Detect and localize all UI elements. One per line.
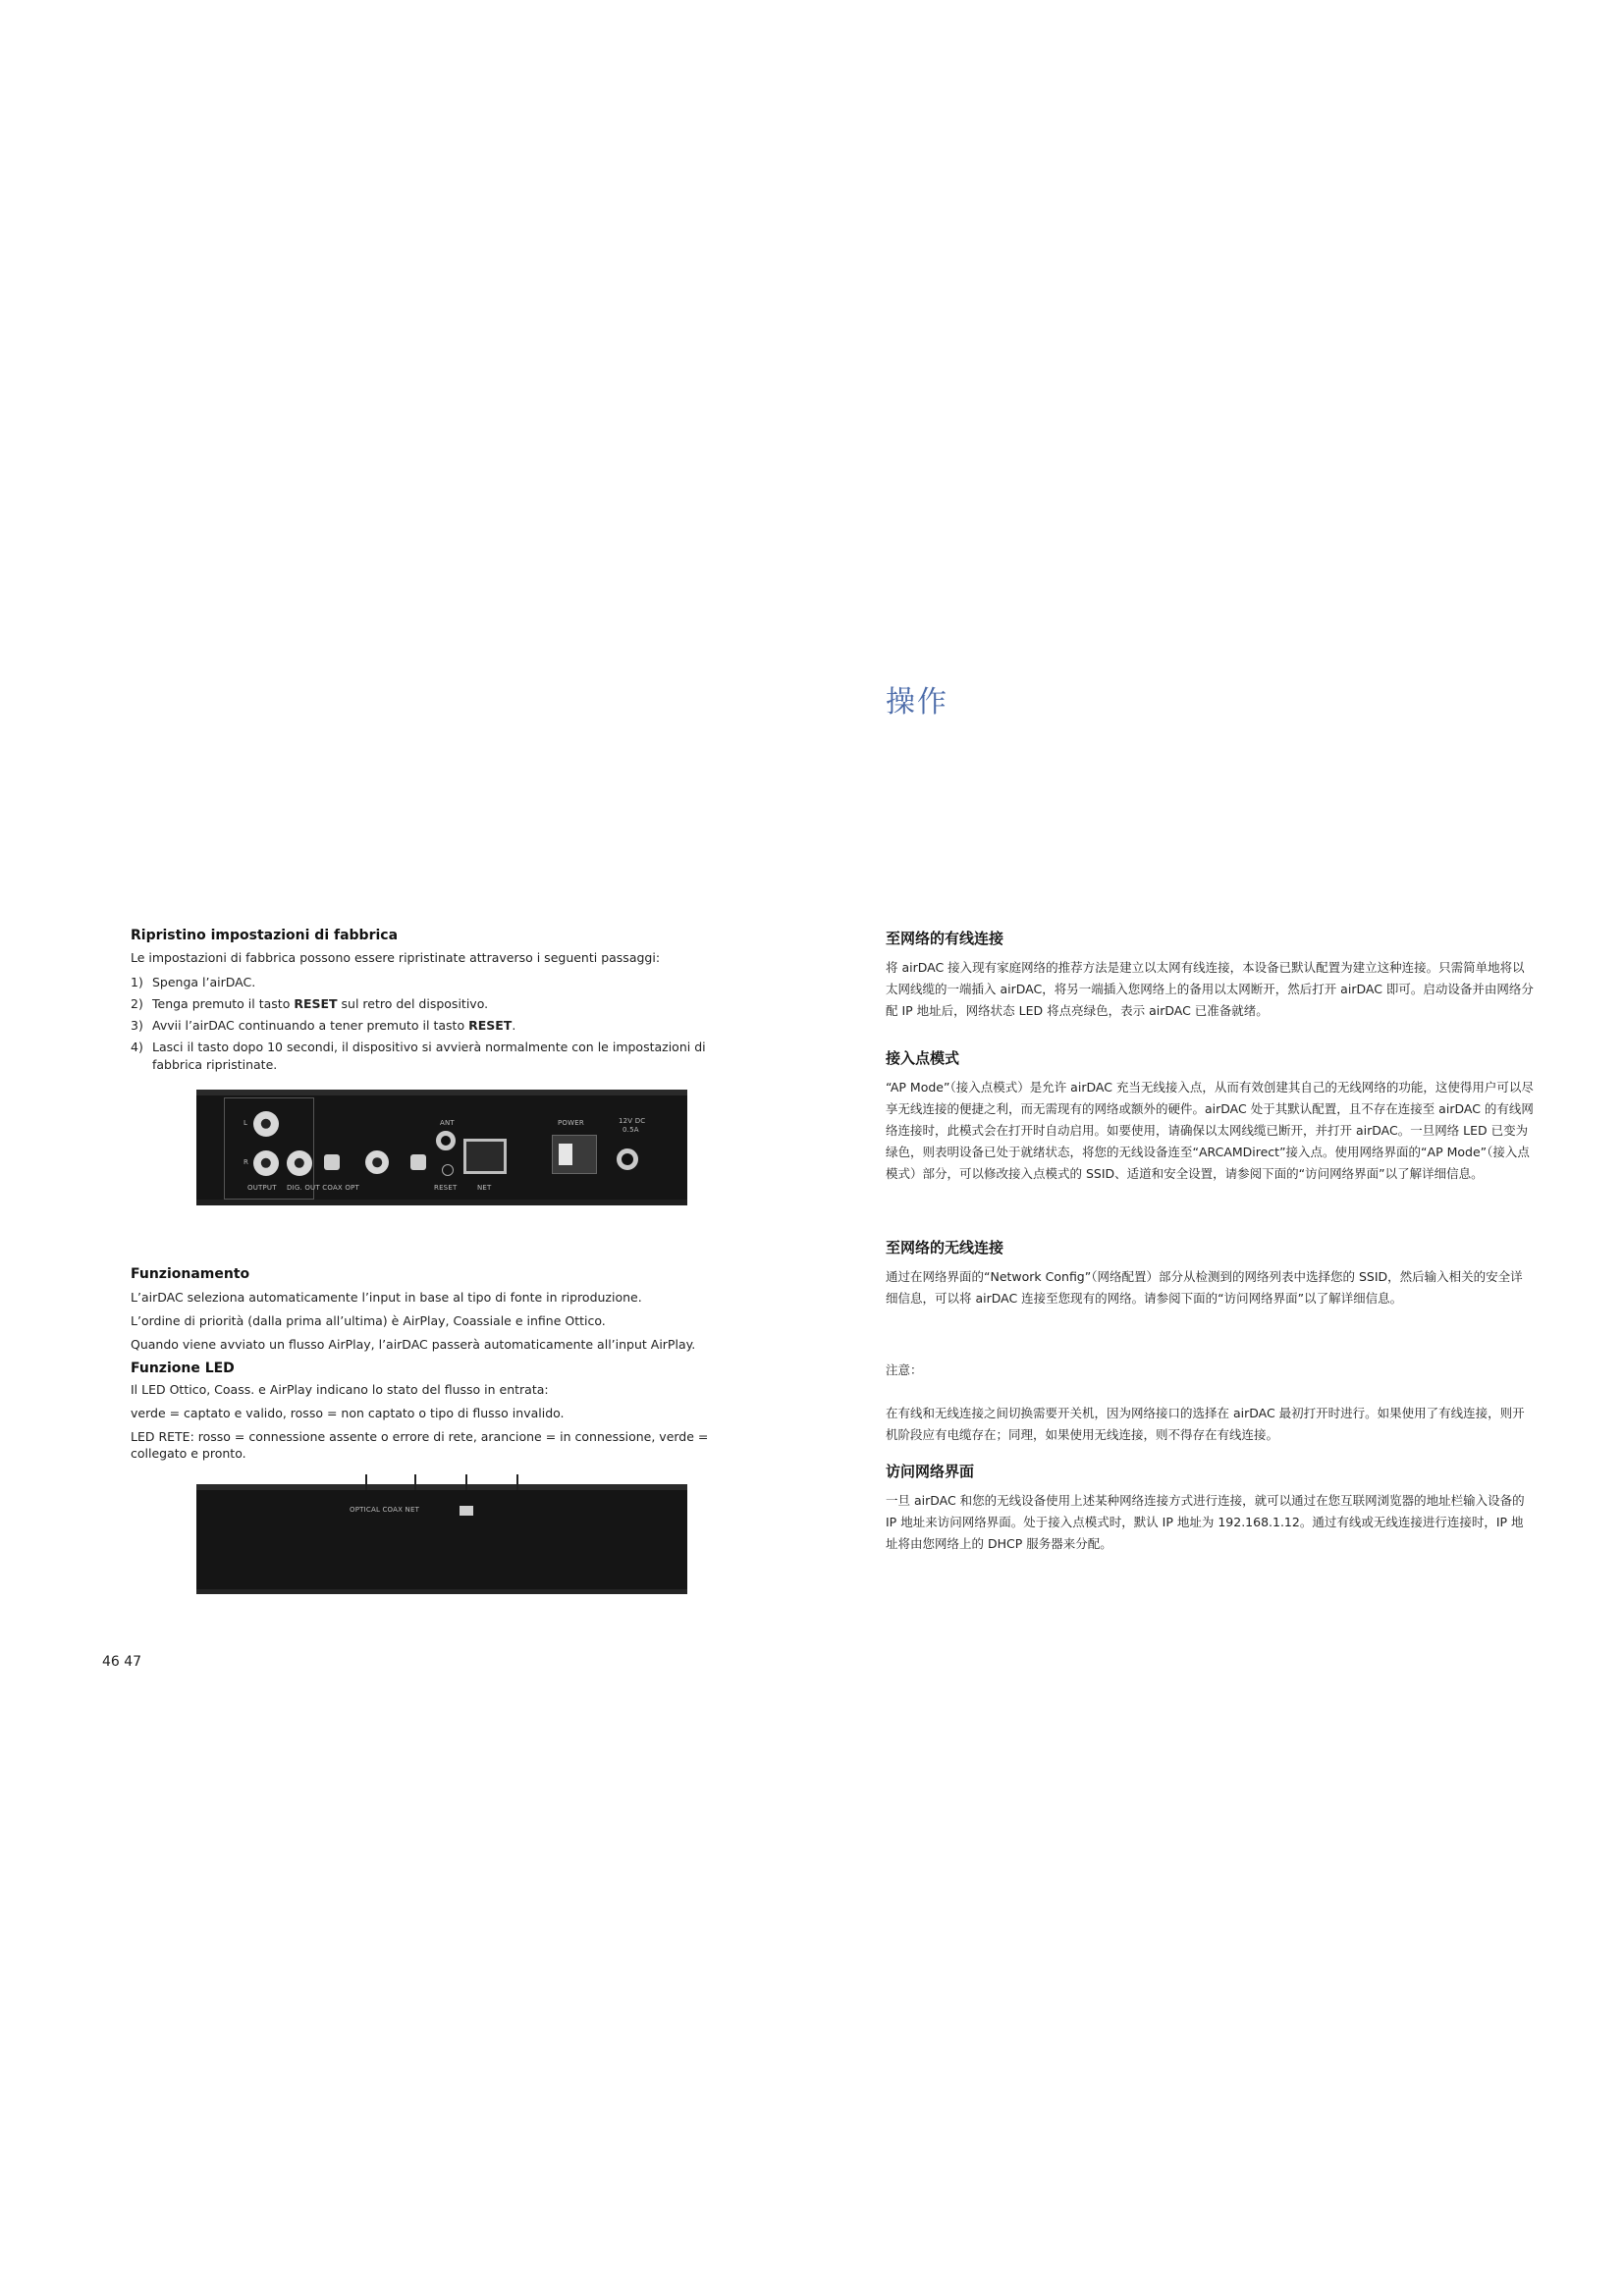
front-panel-bottom-edge — [196, 1589, 687, 1594]
led-line-3: LED RETE: rosso = connessione assente o errore di rete, arancione = in connessione, verde = collegato e pronto. — [131, 1429, 709, 1461]
cn-body-wired: 将 airDAC 接入现有家庭网络的推荐方法是建立以太网有线连接，本设备已默认配置为建立这种连接。只需简单地将以太网线缆的一端插入 airDAC，将另一端插入您网络上的备用以太网断开，然后打开 airDAC 即可。启动设备并由网络分配 IP 地址后，网络状态 LED 将点亮绿色，表示 airDAC 已准备就绪。 — [886, 960, 1534, 1018]
led-heading: Funzione LED — [131, 1361, 235, 1376]
cn-body-wireless: 通过在网络界面的“Network Config”（网络配置）部分从检测到的网络列表中选择您的 SSID，然后输入相关的安全详细信息，可以将 airDAC 连接至您现有的网络。请参阅下面的“访问网络界面”以了解详细信息。 — [886, 1269, 1523, 1306]
led-indicator-coax — [414, 1474, 416, 1490]
cn-body-web-interface: 一旦 airDAC 和您的无线设备使用上述某种网络连接方式进行连接，就可以通过在您互联网浏览器的地址栏输入设备的 IP 地址来访问网络界面。处于接入点模式时，默认 IP 地址为 192.168.1.12。通过有线或无线连接进行连接时，IP 地址将由您网络上的 DHCP 服务器来分配。 — [886, 1493, 1525, 1551]
cn-section-ap-mode — [886, 1047, 1534, 1185]
reset-section — [131, 928, 749, 1078]
reset-button-hole — [442, 1164, 454, 1176]
operation-heading: Funzionamento — [131, 1266, 250, 1282]
reset-step-4: 4) Lasci il tasto dopo 10 secondi, il dispositivo si avvierà normalmente con le impostazioni di fabbrica ripristinate. — [131, 1040, 706, 1072]
airplay-icon — [460, 1506, 473, 1516]
cn-section-wireless — [886, 1237, 1534, 1309]
label-amp: 0.5A — [623, 1126, 639, 1134]
label-output: OUTPUT — [247, 1184, 277, 1192]
cn-body-ap-mode: “AP Mode”（接入点模式）是允许 airDAC 充当无线接入点，从而有效创建其自己的无线网络的功能，这使得用户可以尽享无线连接的便捷之利，而无需现有的网络或额外的硬件。airDAC 处于其默认配置，且不存在连接至 airDAC 的有线网络连接时，此模式会在打开时自动启用。如要使用，请确保以太网线缆已断开，并打开 airDAC。一旦网络 LED 已变为绿色，则表明设备已处于就绪状态，将您的无线设备连至“ARCAMDirect”接入点。使用网络界面的“AP Mode”（接入点模式）部分，可以修改接入点模式的 SSID、适道和安全设置，请参阅下面的“访问网络界面”以了解详细信息。 — [886, 1080, 1534, 1181]
led-indicator-airplay — [465, 1474, 467, 1490]
label-dig-out: DIG. OUT COAX OPT — [287, 1184, 359, 1192]
operation-line-2: L’ordine di priorità (dalla prima all’ultima) è AirPlay, Coassiale e infine Ottico. — [131, 1313, 606, 1328]
ethernet-port — [463, 1139, 507, 1174]
coax-in-jack — [365, 1150, 389, 1174]
rear-panel-bottom-edge — [196, 1200, 687, 1205]
led-line-1: Il LED Ottico, Coass. e AirPlay indicano lo stato del flusso in entrata: — [131, 1382, 549, 1397]
operation-line-3: Quando viene avviato un flusso AirPlay, l’airDAC passerà automaticamente all’input AirPlay. — [131, 1337, 696, 1352]
cn-heading-wireless: 至网络的无线连接 — [886, 1239, 1004, 1256]
rca-l-jack — [253, 1111, 279, 1137]
cn-heading-ap-mode: 接入点模式 — [886, 1049, 960, 1067]
power-switch — [552, 1135, 597, 1174]
rear-panel-image — [196, 1090, 687, 1205]
led-indicator-net — [516, 1474, 518, 1490]
optical-in-port — [410, 1154, 426, 1170]
label-12v-dc: 12V DC — [619, 1117, 646, 1125]
led-indicator-optical — [365, 1474, 367, 1490]
operation-section — [131, 1266, 759, 1468]
cn-section-wired — [886, 928, 1534, 1022]
label-net: NET — [477, 1184, 492, 1192]
label-l: L — [244, 1119, 248, 1127]
cn-section-web-interface — [886, 1461, 1534, 1555]
reset-heading: Ripristino impostazioni di fabbrica — [131, 928, 399, 943]
front-panel-top-edge — [196, 1484, 687, 1490]
rca-r-jack — [253, 1150, 279, 1176]
reset-intro: Le impostazioni di fabbrica possono essere ripristinate attraverso i seguenti passaggi: — [131, 950, 661, 965]
cn-body-note: 注意： 在有线和无线连接之间切换需要开关机，因为网络接口的选择在 airDAC 最初打开时进行。如果使用了有线连接，则开机阶段应有电缆存在；同理，如果使用无线连接，则不得存在有线连接。 — [886, 1362, 1525, 1442]
label-reset: RESET — [434, 1184, 458, 1192]
label-ant: ANT — [440, 1119, 455, 1127]
cn-heading-web-interface: 访问网络界面 — [886, 1463, 975, 1480]
front-label: OPTICAL COAX NET — [350, 1506, 420, 1514]
cn-section-note — [886, 1360, 1534, 1446]
reset-step-1: 1) Spenga l’airDAC. — [131, 975, 256, 989]
operation-line-1: L’airDAC seleziona automaticamente l’input in base al tipo di fonte in riproduzione. — [131, 1290, 642, 1305]
optical-out-port — [324, 1154, 340, 1170]
reset-step-2: 2) Tenga premuto il tasto RESET sul retro del dispositivo. — [131, 996, 489, 1011]
antenna-connector — [436, 1131, 456, 1150]
reset-step-3: 3) Avvii l’airDAC continuando a tener premuto il tasto RESET. — [131, 1018, 516, 1033]
page-title: 操作 — [886, 685, 948, 720]
coax-out-jack — [287, 1150, 312, 1176]
dc-power-jack — [617, 1148, 638, 1170]
label-power: POWER — [558, 1119, 584, 1127]
page-numbers: 46 47 — [102, 1654, 142, 1670]
cn-heading-wired: 至网络的有线连接 — [886, 930, 1004, 947]
label-r: R — [244, 1158, 249, 1166]
front-panel-image — [196, 1484, 687, 1594]
led-line-2: verde = captato e valido, rosso = non captato o tipo di flusso invalido. — [131, 1406, 565, 1420]
rear-panel-top-edge — [196, 1090, 687, 1095]
